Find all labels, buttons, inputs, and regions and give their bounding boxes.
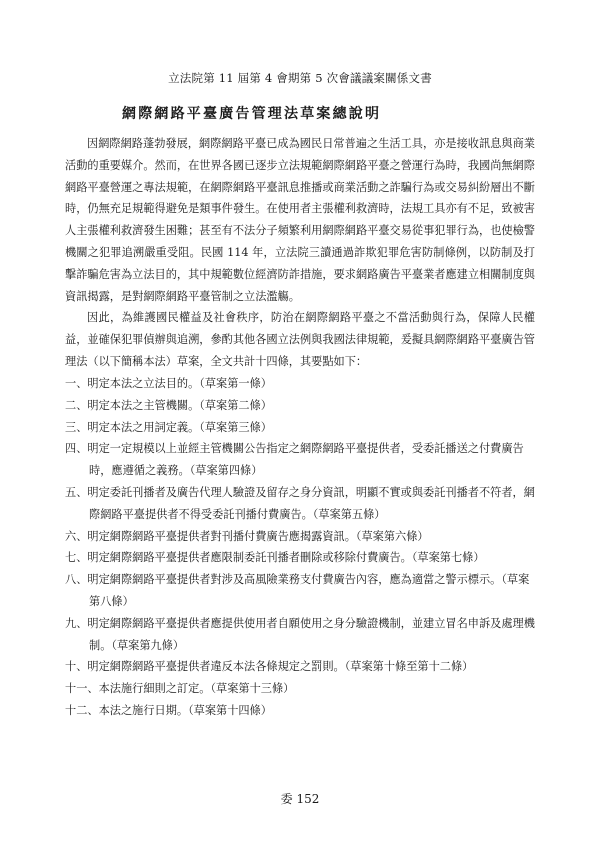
list-item: 五、明定委託刊播者及廣告代理人驗證及留存之身分資訊，明顯不實或與委託刊播者不符者，網際網路平臺提供者不得受委託刊播付費廣告。（草案第五條） bbox=[65, 485, 535, 521]
paragraph-purpose: 因此，為維護國民權益及社會秩序，防治在網際網路平臺之不當活動與行為，保障人民權益，並確保犯罪偵辦與追溯，參酌其他各國立法例與我國法律規範，爰擬具網際網路平臺廣告管理法（以下簡稱本法）草案，全文共計十四條，其要點如下： bbox=[65, 311, 535, 368]
paragraph-background: 因網際網路蓬勃發展，網際網路平臺已成為國民日常普遍之生活工具，亦是接收訊息與商業活動的重要媒介。然而，在世界各國已逐步立法規範網際網路平臺之營運行為時，我國尚無網際網路平臺營運之專法規範，在網際網路平臺訊息推播或商業活動之詐騙行為或交易糾紛層出不斷時，仍無充足規範得避免是類事件發生。在使用者主張權利救濟時，法規工具亦有不足，致被害人主張權利救濟發生困難；甚至有不法分子頻繁利用網際網路平臺交易從事犯罪行為，也使檢警機關之犯罪追溯嚴重受阻。民國 114 年，立法院三讀通過詐欺犯罪危害防制條例，以防制及打擊詐騙危害為立法目的，其中規範數位經濟防詐措施，要求網路廣告平臺業者應建立相關制度與資訊揭露，是對網際網路平臺管制之立法濫觴。 bbox=[65, 137, 535, 303]
list-item: 四、明定一定規模以上並經主管機關公告指定之網際網路平臺提供者，受委託播送之付費廣告時，應遵循之義務。（草案第四條） bbox=[65, 442, 524, 478]
list-item: 八、明定網際網路平臺提供者對涉及高風險業務支付費廣告內容，應為適當之警示標示。（草案第八條） bbox=[65, 573, 530, 608]
list-item: 二、明定本法之主管機關。（草案第二條） bbox=[65, 398, 272, 412]
list-item: 六、明定網際網路平臺提供者對刊播付費廣告應揭露資訊。（草案第六條） bbox=[65, 529, 429, 543]
page-number: 委 152 bbox=[280, 792, 320, 806]
list-item: 一、明定本法之立法目的。（草案第一條） bbox=[65, 377, 272, 390]
explanation-body bbox=[65, 133, 535, 373]
document-title: 網際網路平臺廣告管理法草案總說明 bbox=[122, 106, 382, 122]
list-item: 十一、本法施行細則之訂定。（草案第十三條） bbox=[65, 682, 295, 696]
key-points-list bbox=[65, 373, 535, 722]
list-item: 十二、本法之施行日期。（草案第十四條） bbox=[65, 703, 272, 717]
list-item: 九、明定網際網路平臺提供者應提供使用者自願使用之身分驗證機制，並建立冒名申訴及處理機制。（草案第九條） bbox=[65, 616, 535, 652]
list-item: 七、明定網際網路平臺提供者應限制委託刊播者刪除或移除付費廣告。（草案第七條） bbox=[65, 551, 485, 565]
list-item: 十、明定網際網路平臺提供者違反本法各條規定之罰則。（草案第十條至第十二條） bbox=[65, 660, 474, 674]
list-item: 三、明定本法之用詞定義。（草案第三條） bbox=[65, 420, 272, 434]
document-header: 立法院第 11 屆第 4 會期第 5 次會議議案關係文書 bbox=[168, 71, 432, 85]
